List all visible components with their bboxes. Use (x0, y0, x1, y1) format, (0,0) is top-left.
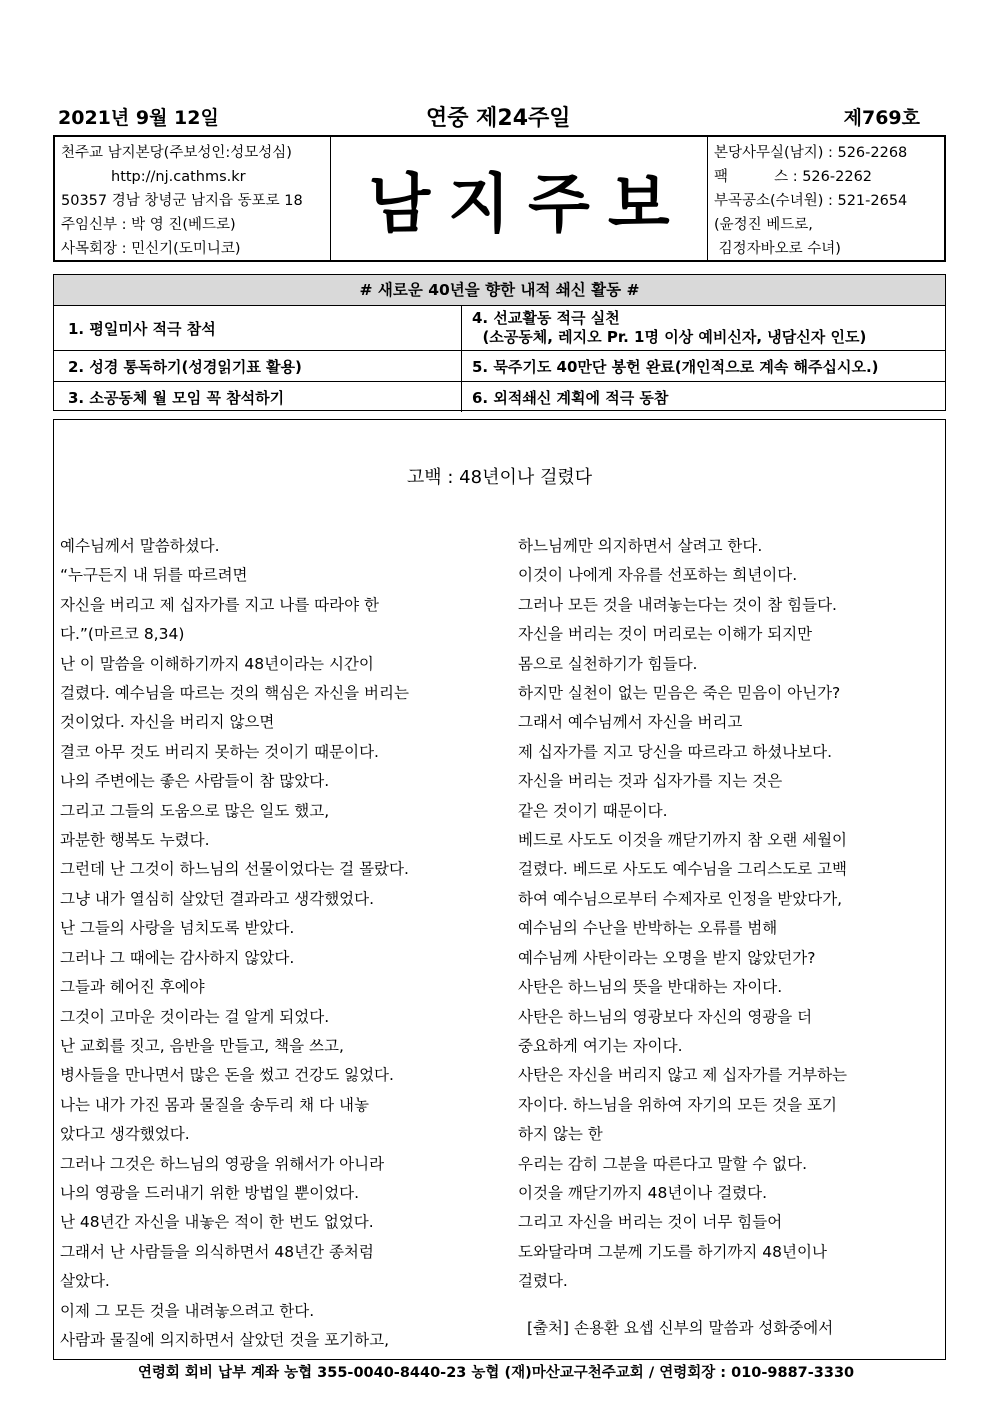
article-line: 하느님께만 의지하면서 살려고 한다. (518, 537, 763, 555)
article-line: 하여 예수님으로부터 수제자로 인정을 받았다가, (518, 889, 843, 908)
issue-info-bar (58, 103, 920, 135)
article-line: 결코 아무 것도 버리지 못하는 것이기 때문이다. (60, 742, 379, 761)
donation-account-footer: 연령회 회비 납부 계좌 농협 355-0040-8440-23 농협 (재)마산교구천주교회 / 연령회장 : 010-9887-3330 (137, 1365, 855, 1381)
article-line: 사탄은 자신을 버리지 않고 제 십자가를 거부하는 (518, 1066, 848, 1085)
article-line: 나는 내가 가진 몸과 물질을 송두리 채 다 내놓 (60, 1095, 369, 1114)
mission-staff-2: 김정자바오로 수녀) (714, 241, 841, 257)
article-box (53, 419, 946, 1360)
renewal-row (54, 306, 945, 351)
article-right-column (518, 532, 938, 1297)
article-line: 도와달라며 그분께 기도를 하기까지 48년이나 (518, 1242, 827, 1261)
renewal-item-3: 3. 소공동체 월 모임 꼭 참석하기 (54, 382, 462, 412)
mission-staff-1: (윤정진 베드로, (714, 217, 813, 233)
contact-info (707, 137, 944, 260)
issue-number: 제769호 (843, 107, 920, 129)
article-line: 하지만 실천이 없는 믿음은 죽은 믿음이 아닌가? (518, 684, 841, 703)
renewal-activities-table (53, 274, 946, 411)
article-line: 자이다. 하느님을 위하여 자기의 모든 것을 포기 (518, 1095, 837, 1114)
article-line: 중요하게 여기는 자이다. (518, 1036, 683, 1055)
article-line: 자신을 버리는 것이 머리로는 이해가 되지만 (518, 625, 813, 644)
article-line: 난 그들의 사랑을 넘치도록 받았다. (60, 919, 295, 938)
article-line: 그냥 내가 열심히 살았던 결과라고 생각했었다. (60, 889, 375, 908)
article-line: 같은 것이기 때문이다. (518, 801, 668, 820)
article-line: 이것을 깨닫기까지 48년이나 걸렸다. (518, 1183, 768, 1202)
article-line: 병사들을 만나면서 많은 돈을 썼고 건강도 잃었다. (60, 1066, 394, 1085)
parish-address: 50357 경남 창녕군 남지읍 동포로 18 (61, 193, 303, 209)
article-line: 사람과 물질에 의지하면서 살았던 것을 포기하고, (60, 1330, 390, 1349)
renewal-row (54, 382, 945, 412)
article-line: 그래서 난 사람들을 의식하면서 48년간 종처럼 (60, 1242, 374, 1261)
article-line: 았다고 생각했었다. (60, 1125, 190, 1144)
article-line: 살았다. (60, 1272, 110, 1291)
council-president: 사목회장 : 민신기(도미니코) (61, 241, 241, 257)
article-line: 몸으로 실천하기가 힘들다. (518, 654, 698, 673)
article-line: 예수님께서 말씀하셨다. (60, 537, 220, 555)
renewal-item-4 (462, 306, 945, 350)
article-line: 나의 영광을 드러내기 위한 방법일 뿐이었다. (60, 1183, 360, 1202)
article-line: 그리고 자신을 버리는 것이 너무 힘들어 (518, 1213, 783, 1232)
article-line: 사탄은 하느님의 영광보다 자신의 영광을 더 (518, 1007, 813, 1026)
article-line: 예수님의 수난을 반박하는 오류를 범해 (518, 919, 778, 938)
office-phone: 본당사무실(남지) : 526-2268 (714, 145, 908, 161)
article-line: 걸렸다. (518, 1272, 568, 1291)
article-line: 그리고 그들의 도움으로 많은 일도 했고, (60, 801, 330, 820)
article-line: 과분한 행복도 누렸다. (60, 831, 210, 850)
article-line: 나의 주변에는 좋은 사람들이 참 많았다. (60, 772, 330, 791)
article-line: 사탄은 하느님의 뜻을 반대하는 자이다. (518, 978, 783, 997)
article-line: 다.”(마르코 8,34) (60, 625, 185, 644)
article-line: 난 48년간 자신을 내놓은 적이 한 번도 없었다. (60, 1213, 374, 1232)
renewal-item-1: 1. 평일미사 적극 참석 (54, 306, 462, 350)
fax-number: 팩 스 : 526-2262 (714, 169, 873, 185)
renewal-item-4-line2: (소공동체, 레지오 Pr. 1명 이상 예비신자, 냉담신자 인도) (472, 328, 867, 346)
issue-date: 2021년 9월 12일 (58, 107, 219, 129)
article-line: 베드로 사도도 이것을 깨닫기까지 참 오랜 세월이 (518, 831, 848, 850)
article-line: 그것이 고마운 것이라는 걸 알게 되었다. (60, 1007, 330, 1026)
parish-info (55, 137, 331, 260)
mission-phone: 부곡공소(수녀원) : 521-2654 (714, 193, 908, 209)
renewal-item-5: 5. 묵주기도 40만단 봉헌 완료(개인적으로 계속 해주십시오.) (472, 357, 879, 376)
renewal-item-4-line1: 4. 선교활동 적극 실천 (472, 309, 620, 327)
article-line: 하지 않는 한 (518, 1125, 603, 1144)
article-line: 것이었다. 자신을 버리지 않으면 (60, 713, 275, 732)
article-line: 그러나 그것은 하느님의 영광을 위해서가 아니라 (60, 1154, 385, 1173)
article-line: 그들과 헤어진 후에야 (60, 978, 205, 997)
article-line: 제 십자가를 지고 당신을 따르라고 하셨나보다. (518, 742, 833, 761)
article-line: 자신을 버리고 제 십자가를 지고 나를 따라야 한 (60, 595, 379, 614)
article-line: 예수님께 사탄이라는 오명을 받지 않았던가? (518, 948, 816, 967)
parish-name: 천주교 남지본당(주보성인:성모성심) (61, 145, 292, 161)
masthead-box (331, 137, 707, 260)
renewal-row (54, 351, 945, 382)
article-title: 고백 : 48년이나 걸렸다 (406, 467, 593, 488)
renewal-item-6: 6. 외적쇄신 계획에 적극 동참 (472, 388, 669, 407)
pastor-name: 주임신부 : 박 영 진(베드로) (61, 217, 236, 233)
article-line: 걸렸다. 베드로 사도도 예수님을 그리스도로 고백 (518, 860, 848, 879)
article-line: 그래서 예수님께서 자신을 버리고 (518, 713, 743, 732)
article-line: 자신을 버리는 것과 십자가를 지는 것은 (518, 772, 783, 791)
article-line: “누구든지 내 뒤를 따르려면 (60, 566, 248, 585)
article-left-column (60, 532, 485, 1355)
article-line: 난 이 말씀을 이해하기까지 48년이라는 시간이 (60, 654, 374, 673)
article-line: 그러나 모든 것을 내려놓는다는 것이 참 힘들다. (518, 595, 837, 614)
article-line: 걸렸다. 예수님을 따르는 것의 핵심은 자신을 버리는 (60, 684, 409, 703)
article-line: 이제 그 모든 것을 내려놓으려고 한다. (60, 1301, 315, 1320)
article-line: 그런데 난 그것이 하느님의 선물이었다는 걸 몰랐다. (60, 860, 409, 879)
renewal-item-2: 2. 성경 통독하기(성경읽기표 활용) (54, 351, 462, 381)
article-line: 우리는 감히 그분을 따른다고 말할 수 없다. (518, 1154, 808, 1173)
liturgical-week: 연중 제24주일 (426, 106, 571, 131)
bulletin-header (53, 135, 946, 262)
article-line: 난 교회를 짓고, 음반을 만들고, 책을 쓰고, (60, 1036, 344, 1055)
article-line: 그러나 그 때에는 감사하지 않았다. (60, 948, 295, 967)
masthead-title: 남지주보 (368, 166, 688, 242)
renewal-title: # 새로운 40년을 향한 내적 쇄신 활동 # (54, 275, 945, 306)
article-line: 이것이 나에게 자유를 선포하는 희년이다. (518, 566, 798, 585)
article-source: [출처] 손용환 요셉 신부의 말씀과 성화중에서 (527, 1319, 834, 1337)
parish-website[interactable]: http://nj.cathms.kr (111, 169, 246, 185)
